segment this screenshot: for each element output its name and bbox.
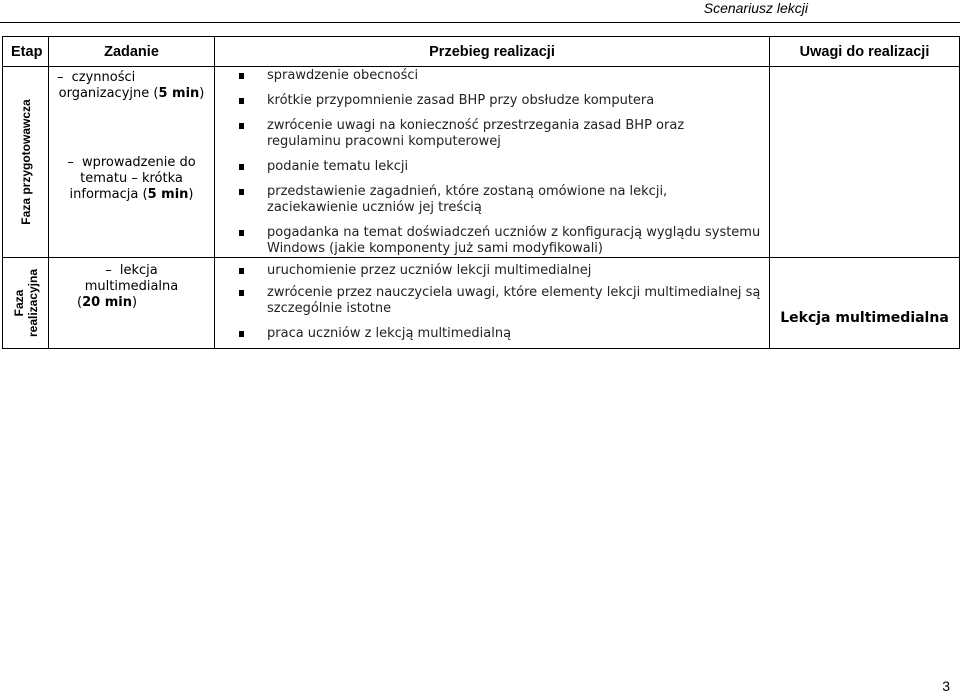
step-item <box>215 93 769 109</box>
task-duration: 20 min <box>82 295 132 310</box>
step-item <box>215 184 769 216</box>
step-item <box>215 68 769 84</box>
task-duration: 5 min <box>158 86 200 101</box>
task-item <box>49 153 214 203</box>
column-header-przebieg: Przebieg realizacji <box>215 37 770 67</box>
step-text: praca uczniów z lekcją multimedialną <box>267 326 512 341</box>
bullet-icon <box>239 189 244 195</box>
task-duration: 5 min <box>147 187 189 202</box>
step-item <box>215 225 769 257</box>
task-item <box>49 68 214 102</box>
task-text-line: lekcja multimedialna <box>84 263 179 294</box>
phase-cell <box>3 67 49 258</box>
task-text-line: ) <box>188 187 194 202</box>
step-text: sprawdzenie obecności <box>267 68 419 83</box>
step-item <box>215 118 769 150</box>
steps-cell <box>215 258 770 349</box>
table-header-row <box>3 37 960 67</box>
bullet-icon <box>239 331 244 337</box>
step-item <box>215 263 769 279</box>
column-header-etap: Etap <box>3 37 49 67</box>
task-text-line: informacja ( <box>69 187 148 202</box>
bullet-icon <box>239 98 244 104</box>
task-text-line: czynności <box>71 70 136 85</box>
column-header-zadanie: Zadanie <box>49 37 215 67</box>
step-text: zwrócenie przez nauczyciela uwagi, które elementy lekcji multimedialnej są szczególnie istotne <box>267 285 761 316</box>
task-text-line: ( <box>77 295 83 310</box>
task-dash: – <box>105 263 112 278</box>
column-header-uwagi: Uwagi do realizacji <box>770 37 960 67</box>
step-text: uruchomienie przez uczniów lekcji multimedialnej <box>267 263 592 278</box>
steps-list <box>215 263 769 342</box>
bullet-icon <box>239 73 244 79</box>
bullet-icon <box>239 290 244 296</box>
remark-cell: Lekcja multimedialna <box>770 258 960 349</box>
steps-list <box>215 68 769 257</box>
phase-label-line: realizacyjna <box>25 268 40 338</box>
task-text-line: tematu – krótka <box>80 171 183 186</box>
header-rule <box>0 22 960 23</box>
bullet-icon <box>239 123 244 129</box>
remark-cell <box>770 67 960 258</box>
phase-label: Faza przygotowawcza <box>18 99 33 225</box>
step-item <box>215 326 769 342</box>
page-number: 3 <box>942 678 950 694</box>
running-header-title: Scenariusz lekcji <box>703 0 808 16</box>
lesson-plan-table <box>2 36 960 349</box>
task-dash: – <box>67 155 74 170</box>
step-text: pogadanka na temat doświadczeń uczniów z konfiguracją wyglądu systemu Windows (jakie komponenty już sami modyfikowali) <box>267 225 761 256</box>
bullet-icon <box>239 268 244 274</box>
phase-label <box>12 269 40 337</box>
step-text: zwrócenie uwagi na konieczność przestrzegania zasad BHP oraz regulaminu pracowni komputerowej <box>267 118 685 149</box>
bullet-icon <box>239 230 244 236</box>
step-text: przedstawienie zagadnień, które zostaną omówione na lekcji, zaciekawienie uczniów jej treścią <box>267 184 668 215</box>
table-row-faza-przygotowawcza <box>3 67 960 258</box>
phase-label-line: Faza <box>11 289 26 317</box>
task-text-line: ) <box>199 86 205 101</box>
task-text-line: organizacyjne ( <box>58 86 159 101</box>
bullet-icon <box>239 164 244 170</box>
task-cell <box>49 67 215 258</box>
task-dash: – <box>57 70 64 85</box>
step-text: krótkie przypomnienie zasad BHP przy obsłudze komputera <box>267 93 655 108</box>
task-item <box>49 261 214 311</box>
task-text-line: wprowadzenie do <box>81 155 196 170</box>
table-row-faza-realizacyjna <box>3 258 960 349</box>
step-text: podanie tematu lekcji <box>267 159 409 174</box>
task-text-line: ) <box>131 295 138 310</box>
task-cell <box>49 258 215 349</box>
steps-cell <box>215 67 770 258</box>
step-item <box>215 285 769 317</box>
step-item <box>215 159 769 175</box>
phase-cell <box>3 258 49 349</box>
